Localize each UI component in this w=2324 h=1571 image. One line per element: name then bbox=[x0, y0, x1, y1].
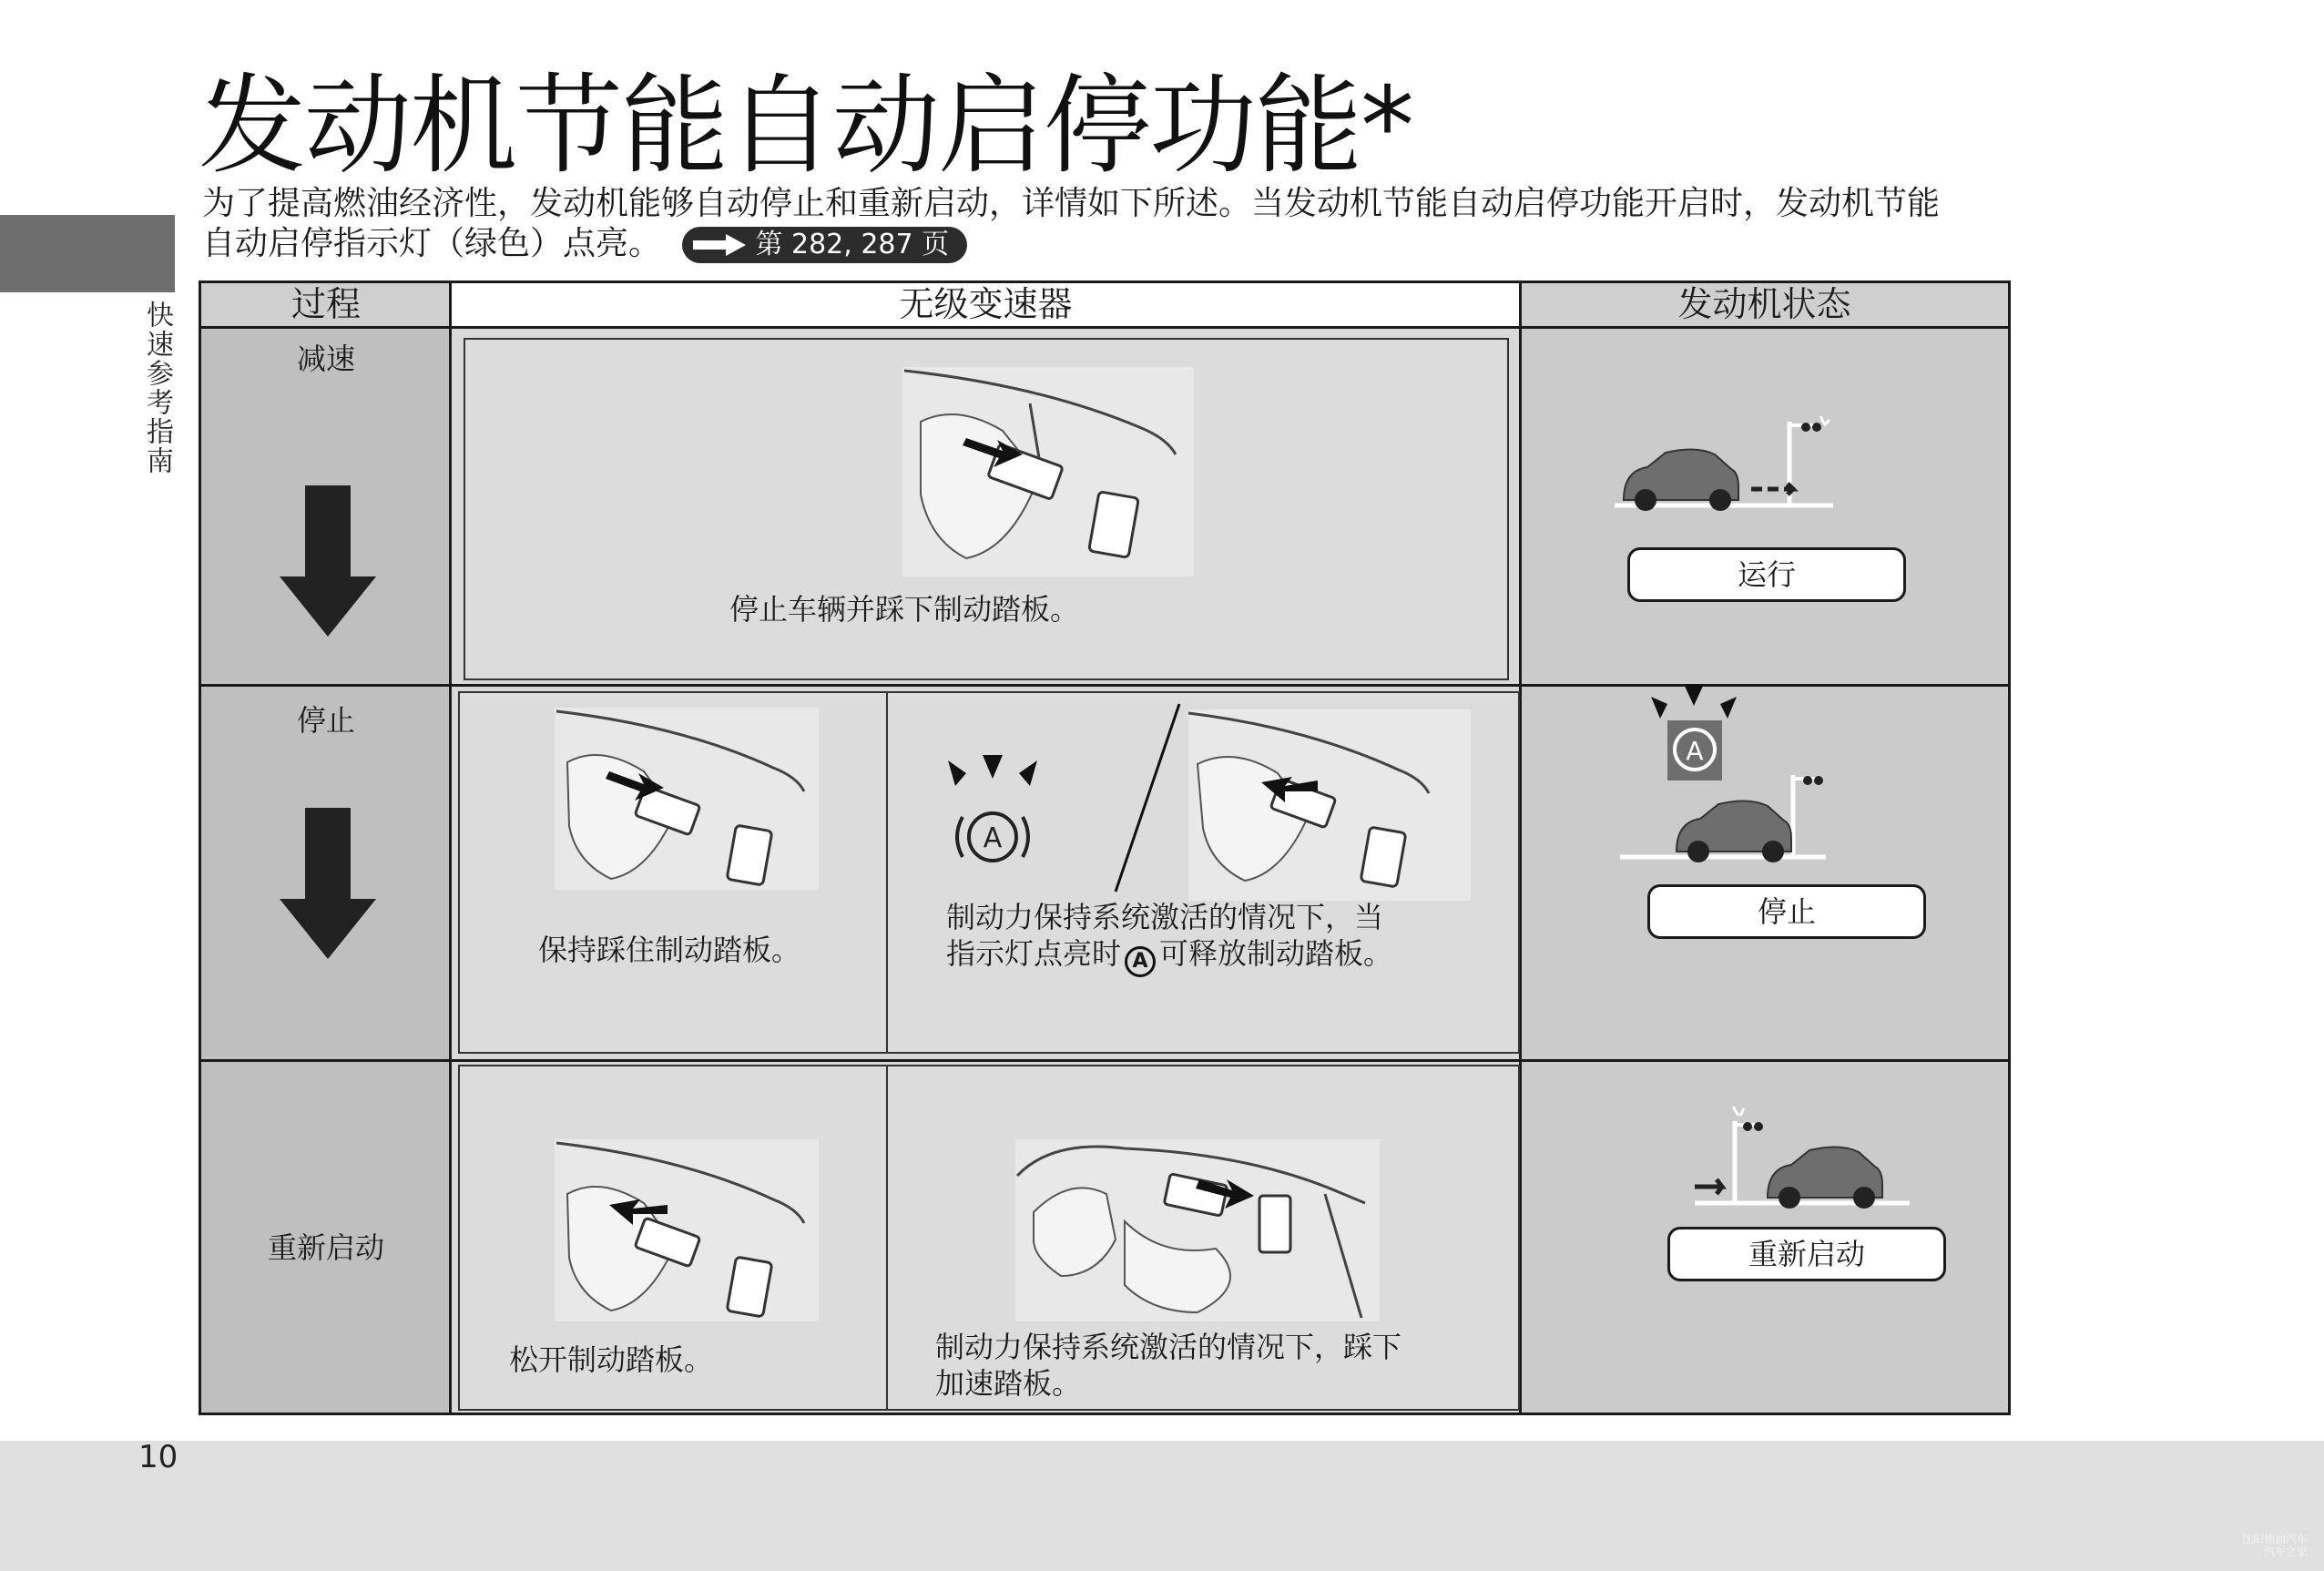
row-label-restart: 重新启动 bbox=[267, 1230, 384, 1265]
arrow-down-icon bbox=[278, 485, 378, 638]
header-engine-state: 发动机状态 bbox=[1521, 283, 2008, 329]
row-label-decelerate: 减速 bbox=[296, 342, 355, 376]
header-process: 过程 bbox=[201, 283, 451, 329]
caption-release-line1: 制动力保持系统激活的情况下，当 bbox=[946, 900, 1384, 934]
arrow-right-icon bbox=[691, 232, 748, 258]
page-title: 发动机节能自动启停功能* bbox=[199, 63, 1413, 189]
divider bbox=[201, 1059, 2008, 1062]
footer-band bbox=[0, 1441, 2324, 1571]
brake-pedal-release-illustration bbox=[1106, 700, 1471, 910]
intro-line-1: 为了提高燃油经济性，发动机能够自动停止和重新启动，详情如下所述。当发动机节能自动启停功能开启时，发动机节能 bbox=[202, 185, 1941, 222]
intro-text bbox=[202, 184, 2033, 264]
auto-hold-letter: A bbox=[983, 822, 1003, 854]
status-running: 运行 bbox=[1627, 547, 1906, 602]
accelerator-panel bbox=[886, 1065, 1520, 1411]
caption-release-pedal: 松开制动踏板。 bbox=[509, 1342, 714, 1377]
auto-hold-indicator-icon bbox=[943, 755, 1043, 873]
caption-accelerator-line1: 制动力保持系统激活的情况下，踩下 bbox=[935, 1330, 1402, 1364]
section-tab bbox=[0, 215, 175, 292]
caption-accelerator-line2: 加速踏板。 bbox=[935, 1366, 1082, 1401]
auto-hold-inline-icon: A bbox=[1125, 946, 1156, 977]
watermark-line2: 汽车之家 bbox=[2263, 1545, 2308, 1558]
caption-release-line2-b: 可释放制动踏板。 bbox=[1159, 936, 1393, 971]
page-reference-text: 第 282, 287 页 bbox=[755, 229, 950, 260]
watermark bbox=[2242, 1533, 2308, 1558]
caption-release-line2-a: 指示灯点亮时 bbox=[946, 936, 1122, 971]
brake-pedal-illustration bbox=[555, 708, 819, 890]
decelerate-panel bbox=[464, 338, 1509, 680]
caption-release-line2 bbox=[946, 935, 1392, 977]
brake-pedal-illustration bbox=[902, 367, 1194, 576]
intro-line-2-text: 自动启停指示灯（绿色）点亮。 bbox=[202, 225, 662, 262]
section-label: 快速参考指南 bbox=[141, 301, 173, 475]
hold-brake-panel bbox=[458, 691, 888, 1054]
release-pedal-panel bbox=[458, 1065, 888, 1411]
status-stopped: 停止 bbox=[1647, 884, 1926, 939]
car-restart-illustration bbox=[1695, 1103, 1913, 1221]
car-running-illustration bbox=[1615, 413, 1851, 522]
page-reference-link[interactable] bbox=[682, 227, 967, 263]
auto-stop-letter: A bbox=[1686, 736, 1704, 766]
brake-pedal-illustration bbox=[555, 1139, 819, 1321]
arrow-down-icon bbox=[278, 808, 378, 961]
release-brake-panel bbox=[886, 691, 1520, 1054]
caption-decelerate: 停止车辆并踩下制动踏板。 bbox=[729, 592, 1080, 627]
page-number: 10 bbox=[138, 1439, 178, 1475]
car-stopped-illustration bbox=[1620, 766, 1839, 875]
accelerator-pedal-illustration bbox=[1015, 1139, 1380, 1321]
intro-line-2 bbox=[202, 224, 2033, 264]
procedure-table bbox=[199, 281, 2011, 1415]
caption-hold-brake: 保持踩住制动踏板。 bbox=[538, 933, 801, 967]
header-transmission: 无级变速器 bbox=[451, 283, 1521, 329]
row-label-stop: 停止 bbox=[296, 703, 355, 738]
watermark-line1: 沈阳德润汽车 bbox=[2241, 1533, 2308, 1545]
status-restart: 重新启动 bbox=[1667, 1227, 1946, 1281]
